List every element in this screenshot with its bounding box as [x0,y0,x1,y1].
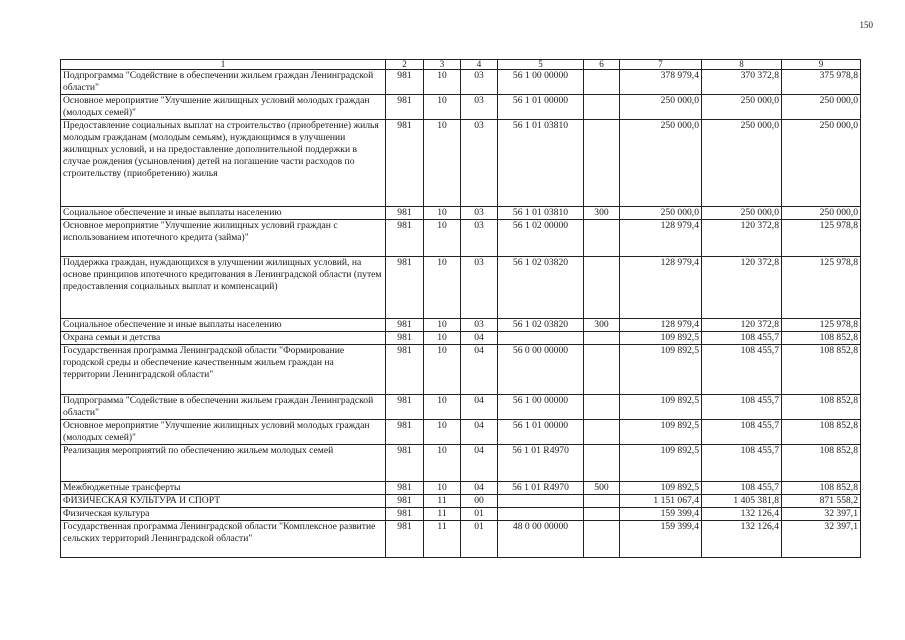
row-value-3: 125 978,8 [782,319,861,332]
row-name: ФИЗИЧЕСКАЯ КУЛЬТУРА И СПОРТ [61,495,386,508]
row-expense-type [584,445,620,482]
row-expense-type: 300 [584,207,620,220]
row-value-2: 132 126,4 [702,508,782,521]
row-value-3: 871 558,2 [782,495,861,508]
row-subsection-code: 04 [461,445,498,482]
row-ved-code: 981 [386,207,424,220]
row-subsection-code: 03 [461,220,498,257]
row-name: Физическая культура [61,508,386,521]
row-expense-type [584,257,620,319]
row-expense-type [584,395,620,420]
row-name: Подпрограмма "Содействие в обеспечении жильем граждан Ленинградской области" [61,395,386,420]
row-section-code: 10 [424,395,461,420]
row-value-3: 32 397,1 [782,521,861,558]
row-expense-type [584,332,620,345]
row-target-code: 56 1 01 03810 [498,207,584,220]
row-subsection-code: 03 [461,120,498,207]
row-section-code: 10 [424,332,461,345]
row-ved-code: 981 [386,521,424,558]
row-value-2: 108 455,7 [702,482,782,495]
row-expense-type [584,508,620,521]
table-row [61,207,861,220]
row-name: Реализация мероприятий по обеспечению жильем молодых семей [61,445,386,482]
row-subsection-code: 04 [461,332,498,345]
row-target-code: 56 1 02 03820 [498,257,584,319]
row-section-code: 11 [424,508,461,521]
row-expense-type: 300 [584,319,620,332]
table-row [61,395,861,420]
header-row [61,60,861,70]
row-section-code: 11 [424,521,461,558]
row-section-code: 10 [424,257,461,319]
row-value-2: 108 455,7 [702,332,782,345]
row-target-code: 56 1 01 R4970 [498,482,584,495]
row-value-1: 159 399,4 [620,508,702,521]
row-expense-type [584,220,620,257]
row-value-1: 109 892,5 [620,482,702,495]
column-header: 7 [620,60,702,70]
row-expense-type [584,521,620,558]
row-value-1: 250 000,0 [620,95,702,120]
row-name: Основное мероприятие "Улучшение жилищных условий молодых граждан (молодых семей)" [61,420,386,445]
table-row [61,319,861,332]
row-target-code [498,508,584,521]
row-value-3: 108 852,8 [782,332,861,345]
page-number: 150 [859,20,873,30]
row-section-code: 10 [424,482,461,495]
row-value-3: 250 000,0 [782,95,861,120]
row-value-1: 128 979,4 [620,257,702,319]
row-subsection-code: 03 [461,70,498,95]
column-header: 9 [782,60,861,70]
row-expense-type: 500 [584,482,620,495]
row-value-1: 378 979,4 [620,70,702,95]
row-value-1: 159 399,4 [620,521,702,558]
row-value-1: 109 892,5 [620,395,702,420]
row-subsection-code: 01 [461,508,498,521]
row-value-3: 32 397,1 [782,508,861,521]
row-value-2: 250 000,0 [702,120,782,207]
row-subsection-code: 04 [461,345,498,395]
row-target-code: 56 0 00 00000 [498,345,584,395]
row-name: Государственная программа Ленинградской области "Формирование городской среды и обеспечение качественным жильем граждан на территории Ленинградской области" [61,345,386,395]
column-header: 4 [461,60,498,70]
row-ved-code: 981 [386,220,424,257]
row-ved-code: 981 [386,495,424,508]
row-value-3: 108 852,8 [782,482,861,495]
column-header: 5 [498,60,584,70]
row-target-code: 56 1 02 00000 [498,220,584,257]
row-value-1: 1 151 067,4 [620,495,702,508]
row-target-code: 56 1 00 00000 [498,395,584,420]
row-section-code: 10 [424,95,461,120]
row-value-3: 250 000,0 [782,207,861,220]
row-name: Охрана семьи и детства [61,332,386,345]
row-subsection-code: 04 [461,420,498,445]
row-value-3: 108 852,8 [782,445,861,482]
row-value-3: 108 852,8 [782,420,861,445]
row-ved-code: 981 [386,395,424,420]
row-expense-type [584,345,620,395]
table-row [61,521,861,558]
row-section-code: 10 [424,207,461,220]
row-value-1: 128 979,4 [620,220,702,257]
row-value-2: 108 455,7 [702,445,782,482]
row-expense-type [584,70,620,95]
row-subsection-code: 00 [461,495,498,508]
row-ved-code: 981 [386,420,424,445]
table-row [61,420,861,445]
row-name: Межбюджетные трансферты [61,482,386,495]
row-subsection-code: 03 [461,257,498,319]
row-name: Подпрограмма "Содействие в обеспечении жильем граждан Ленинградской области" [61,70,386,95]
row-ved-code: 981 [386,445,424,482]
row-value-3: 108 852,8 [782,345,861,395]
row-section-code: 10 [424,120,461,207]
row-ved-code: 981 [386,319,424,332]
table-row [61,120,861,207]
row-name: Основное мероприятие "Улучшение жилищных условий граждан с использованием ипотечного кредита (займа)" [61,220,386,257]
row-value-2: 108 455,7 [702,345,782,395]
row-ved-code: 981 [386,482,424,495]
row-value-1: 109 892,5 [620,345,702,395]
row-value-1: 128 979,4 [620,319,702,332]
row-value-2: 370 372,8 [702,70,782,95]
table-row [61,95,861,120]
table-row [61,220,861,257]
row-target-code: 48 0 00 00000 [498,521,584,558]
row-expense-type [584,120,620,207]
row-value-2: 108 455,7 [702,420,782,445]
table-row [61,495,861,508]
row-ved-code: 981 [386,508,424,521]
row-value-1: 250 000,0 [620,120,702,207]
row-subsection-code: 03 [461,95,498,120]
row-value-2: 108 455,7 [702,395,782,420]
row-target-code: 56 1 01 00000 [498,95,584,120]
row-name: Социальное обеспечение и иные выплаты населению [61,207,386,220]
row-section-code: 10 [424,420,461,445]
row-value-2: 250 000,0 [702,95,782,120]
row-value-3: 250 000,0 [782,120,861,207]
column-header: 8 [702,60,782,70]
row-name: Социальное обеспечение и иные выплаты населению [61,319,386,332]
column-header: 6 [584,60,620,70]
row-target-code: 56 1 01 R4970 [498,445,584,482]
row-ved-code: 981 [386,120,424,207]
row-subsection-code: 04 [461,482,498,495]
row-ved-code: 981 [386,332,424,345]
row-expense-type [584,95,620,120]
budget-table [60,59,861,558]
column-header: 1 [61,60,386,70]
row-value-2: 120 372,8 [702,220,782,257]
column-header: 2 [386,60,424,70]
row-name: Государственная программа Ленинградской области "Комплексное развитие сельских территорий Ленинградской области" [61,521,386,558]
row-section-code: 10 [424,70,461,95]
row-value-1: 250 000,0 [620,207,702,220]
row-value-1: 109 892,5 [620,332,702,345]
row-section-code: 11 [424,495,461,508]
row-value-3: 125 978,8 [782,257,861,319]
row-subsection-code: 03 [461,319,498,332]
row-expense-type [584,420,620,445]
table-row [61,257,861,319]
row-target-code [498,332,584,345]
table-row [61,445,861,482]
row-ved-code: 981 [386,70,424,95]
row-subsection-code: 03 [461,207,498,220]
row-value-1: 109 892,5 [620,445,702,482]
row-ved-code: 981 [386,257,424,319]
row-section-code: 10 [424,319,461,332]
table-row [61,482,861,495]
row-ved-code: 981 [386,345,424,395]
table-row [61,345,861,395]
row-value-3: 125 978,8 [782,220,861,257]
row-ved-code: 981 [386,95,424,120]
row-target-code: 56 1 01 03810 [498,120,584,207]
row-target-code: 56 1 00 00000 [498,70,584,95]
row-subsection-code: 01 [461,521,498,558]
row-value-1: 109 892,5 [620,420,702,445]
table-row [61,70,861,95]
row-value-2: 250 000,0 [702,207,782,220]
row-target-code [498,495,584,508]
row-expense-type [584,495,620,508]
row-name: Поддержка граждан, нуждающихся в улучшении жилищных условий, на основе принципов ипотечного кредитования в Ленинградской области (путем предоставления социальных выплат и компенсаций) [61,257,386,319]
row-target-code: 56 1 02 03820 [498,319,584,332]
table-row [61,332,861,345]
table-row [61,508,861,521]
row-subsection-code: 04 [461,395,498,420]
row-value-2: 120 372,8 [702,257,782,319]
row-target-code: 56 1 01 00000 [498,420,584,445]
column-header: 3 [424,60,461,70]
row-name: Предоставление социальных выплат на строительство (приобретение) жилья молодым гражданам (молодым семьям), нуждающимся в улучшении жилищных условий, и на предоставление дополнительной поддержки в случае рождения (усыновления) детей на погашение части расходов по строительству (приобретению) жилья [61,120,386,207]
row-value-2: 1 405 381,8 [702,495,782,508]
row-section-code: 10 [424,345,461,395]
row-name: Основное мероприятие "Улучшение жилищных условий молодых граждан (молодых семей)" [61,95,386,120]
row-value-3: 375 978,8 [782,70,861,95]
row-value-2: 120 372,8 [702,319,782,332]
row-value-2: 132 126,4 [702,521,782,558]
row-value-3: 108 852,8 [782,395,861,420]
row-section-code: 10 [424,445,461,482]
row-section-code: 10 [424,220,461,257]
